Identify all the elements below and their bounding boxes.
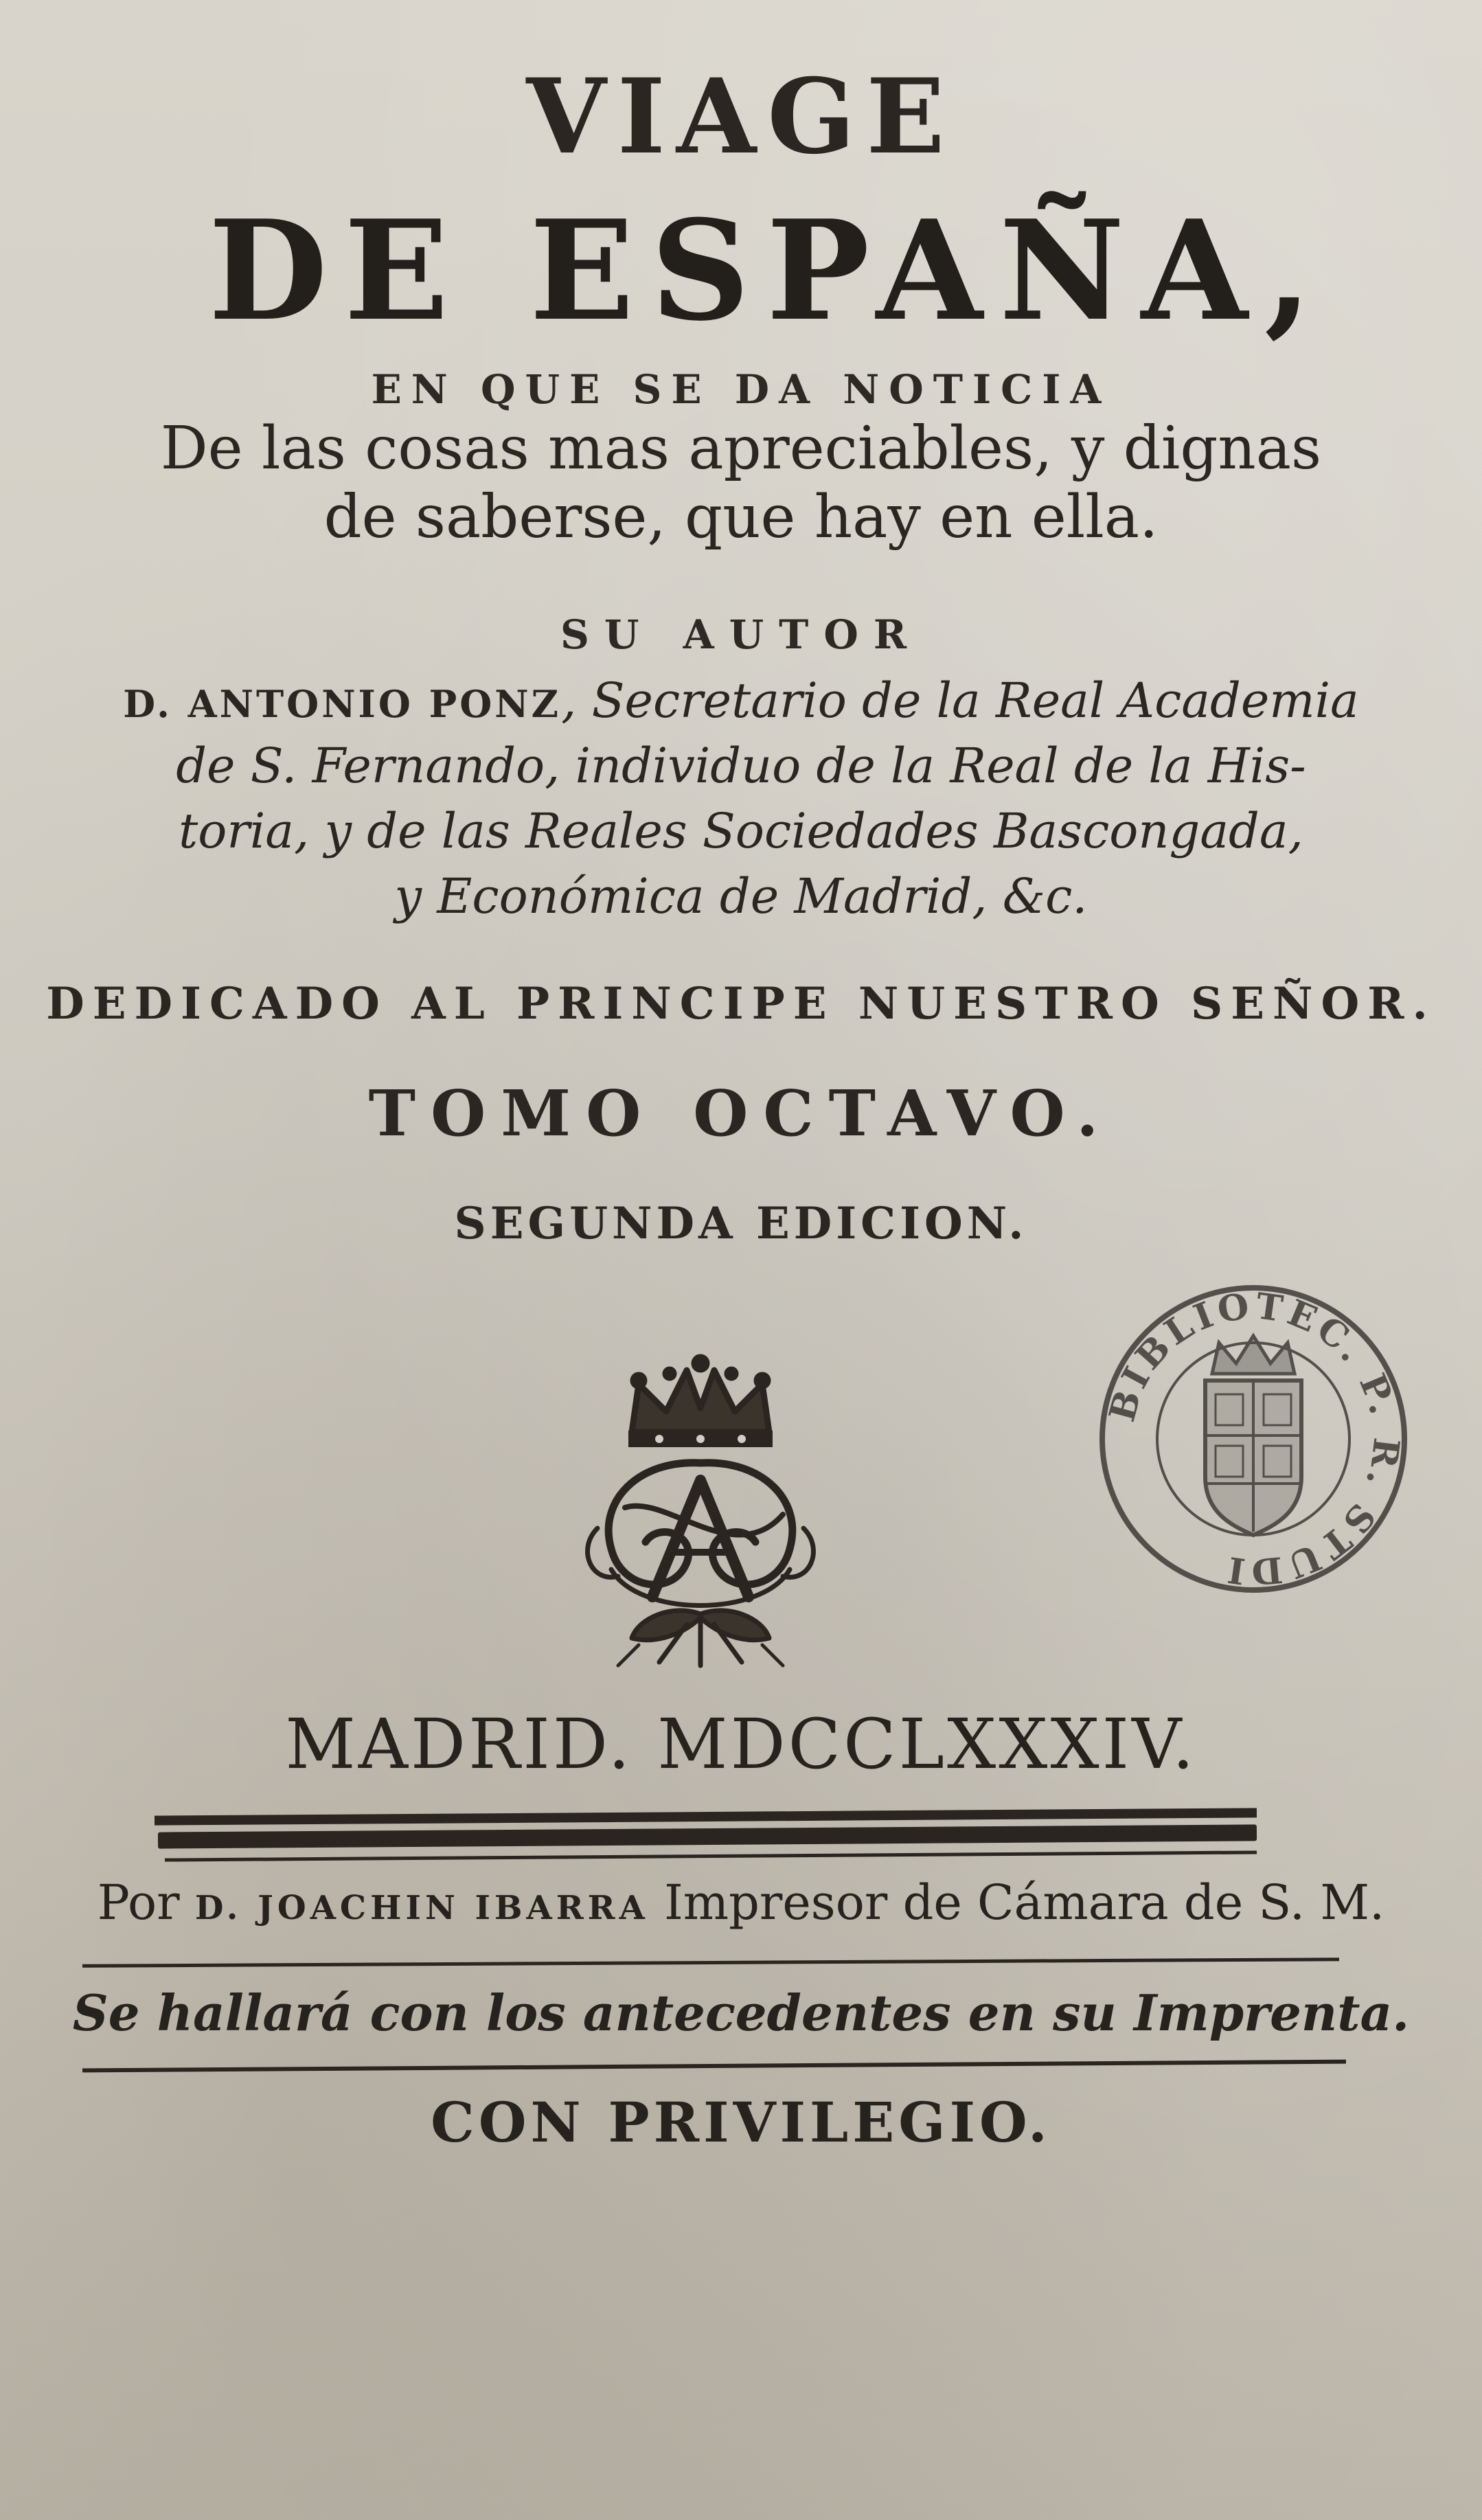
double-rule-top [155,1808,1257,1825]
printer-prefix: Por [97,1874,195,1931]
library-stamp-icon [1092,1278,1415,1600]
edition-label: SEGUNDA EDICION. [454,1198,1028,1249]
author-line-4: y Económica de Madrid, &c. [394,868,1088,924]
privilege-line: CON PRIVILEGIO. [431,2090,1051,2155]
subtitle-line-2: de saberse, que hay en ella. [323,483,1159,552]
author-line-1-rest: , Secretario de la Real Academia [561,672,1359,729]
printer-line [0,1874,1482,1931]
printer-name: D. JOACHIN IBARRA [194,1889,649,1927]
author-line-1 [0,672,1482,729]
printer-rest: Impresor de Cámara de S. M. [648,1874,1385,1931]
double-rule-bottom [158,1824,1257,1848]
title-line-viage: VIAGE [526,56,956,177]
title-line-de-espana: DE ESPAÑA, [208,190,1329,352]
crowned-monogram-icon [556,1343,845,1672]
imprint-place-year: MADRID. MDCCLXXXIV. [285,1704,1197,1784]
thin-rule-3 [82,2060,1346,2073]
availability-line: Se hallará con los antecedentes en su Imprenta. [72,1984,1410,2042]
thin-rule-1 [165,1850,1257,1861]
volume-label: TOMO OCTAVO. [368,1076,1114,1150]
author-line-2: de S. Fernando, individuo de la Real de la His- [176,738,1306,794]
stamp-text: BIBLIOTEC. P. R. STUDI [1101,1284,1408,1593]
author-label: SU AUTOR [560,611,922,658]
subtitle-line-1: De las cosas mas apreciables, y dignas [160,414,1322,483]
dedication: DEDICADO AL PRINCIPE NUESTRO SEÑOR. [46,978,1436,1030]
author-name: D. ANTONIO PONZ [123,682,562,726]
author-line-3: toria, y de las Reales Sociedades Bascongada, [179,803,1303,859]
subtitle-caps: EN QUE SE DA NOTICIA [371,366,1111,413]
thin-rule-2 [82,1957,1339,1968]
